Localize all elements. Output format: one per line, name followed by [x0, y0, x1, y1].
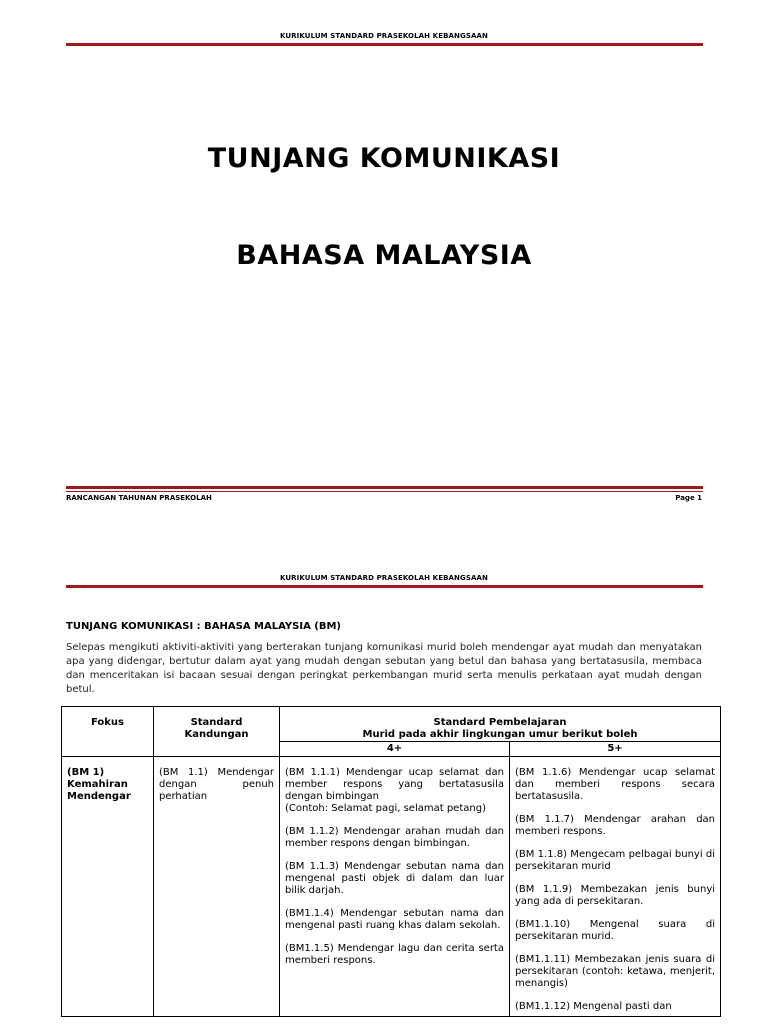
page1-footer-page-number: Page 1: [675, 494, 702, 502]
page2-header-rule: [66, 585, 703, 588]
list-item: (BM1.1.11) Membezakan jenis suara di persekitaran (contoh: ketawa, menjerit, menangis): [515, 954, 716, 989]
section-title: TUNJANG KOMUNIKASI : BAHASA MALAYSIA (BM): [66, 621, 341, 632]
page2-running-header: KURIKULUM STANDARD PRASEKOLAH KEBANGSAAN: [280, 574, 488, 582]
fokus-name: Kemahiran Mendengar: [67, 779, 131, 802]
col-age-5-header: 5+: [510, 742, 721, 757]
list-item: (BM1.1.4) Mendengar sebutan nama dan mengenal pasti ruang khas dalam sekolah.: [285, 908, 504, 931]
standards-table: [61, 706, 721, 1017]
col-standard-pembelajaran-header: [280, 707, 721, 742]
table-row: [62, 757, 721, 1017]
page1-running-header: KURIKULUM STANDARD PRASEKOLAH KEBANGSAAN: [280, 32, 488, 40]
list-item: (BM 1.1.3) Mendengar sebutan nama dan mengenal pasti objek di dalam dan luar bilik darjah.: [285, 861, 504, 896]
col-standard-kandungan-header: Standard Kandungan: [154, 707, 280, 757]
list-item: (BM 1.1.7) Mendengar arahan dan memberi respons.: [515, 814, 716, 837]
fokus-code: (BM 1): [67, 767, 105, 778]
list-item: (BM 1.1.2) Mendengar arahan mudah dan member respons dengan bimbingan.: [285, 826, 504, 849]
page1-footer-left: RANCANGAN TAHUNAN PRASEKOLAH: [66, 494, 212, 502]
list-item: (BM 1.1.6) Mendengar ucap selamat dan memberi respons secara bertatasusila.: [515, 767, 716, 802]
standard-kandungan-cell: (BM 1.1) Mendengar dengan penuh perhatian: [154, 757, 280, 1017]
page1-header-rule: [66, 43, 703, 46]
col-age-4-header: 4+: [280, 742, 510, 757]
page1-footer-rule: [66, 486, 703, 489]
standard-pembelajaran-subtitle: Murid pada akhir lingkungan umur berikut boleh: [362, 729, 638, 740]
age-5-cell: [510, 757, 721, 1017]
list-item: (BM1.1.10) Mengenal suara di persekitaran murid.: [515, 919, 716, 942]
page1-footer-rule-thin: [66, 491, 703, 492]
list-item: (BM1.1.12) Mengenal pasti dan: [515, 1001, 672, 1012]
list-item: (BM 1.1.9) Membezakan jenis bunyi yang ada di persekitaran.: [515, 884, 716, 907]
list-item: (BM 1.1.1) Mendengar ucap selamat dan member respons yang bertatasusila dengan bimbingan (Contoh: Selamat pagi, selamat petang): [285, 767, 504, 814]
fokus-cell: [62, 757, 154, 1017]
list-item: (BM1.1.5) Mendengar lagu dan cerita serta memberi respons.: [285, 943, 504, 966]
page1-title-line1: TUNJANG KOMUNIKASI: [207, 143, 561, 174]
intro-paragraph: Selepas mengikuti aktiviti-aktiviti yang berterakan tunjang komunikasi murid boleh mendengar ayat mudah dan menyatakan apa yang didengar, bertutur dalam ayat yang mudah dengan sebutan yang betul dan bahasa yang bertatasusila, membaca dan menceritakan isi bacaan sesuai dengan peringkat perkembangan murid serta menulis perkataan ayat mudah dengan betul.: [66, 642, 702, 695]
list-item: (BM 1.1.8) Mengecam pelbagai bunyi di persekitaran murid: [515, 849, 716, 872]
table-header-row: [62, 707, 721, 742]
col-fokus-header: Fokus: [62, 707, 154, 757]
page1-title-line2: BAHASA MALAYSIA: [236, 240, 532, 271]
age-4-cell: [280, 757, 510, 1017]
standard-pembelajaran-label: Standard Pembelajaran: [433, 717, 567, 728]
